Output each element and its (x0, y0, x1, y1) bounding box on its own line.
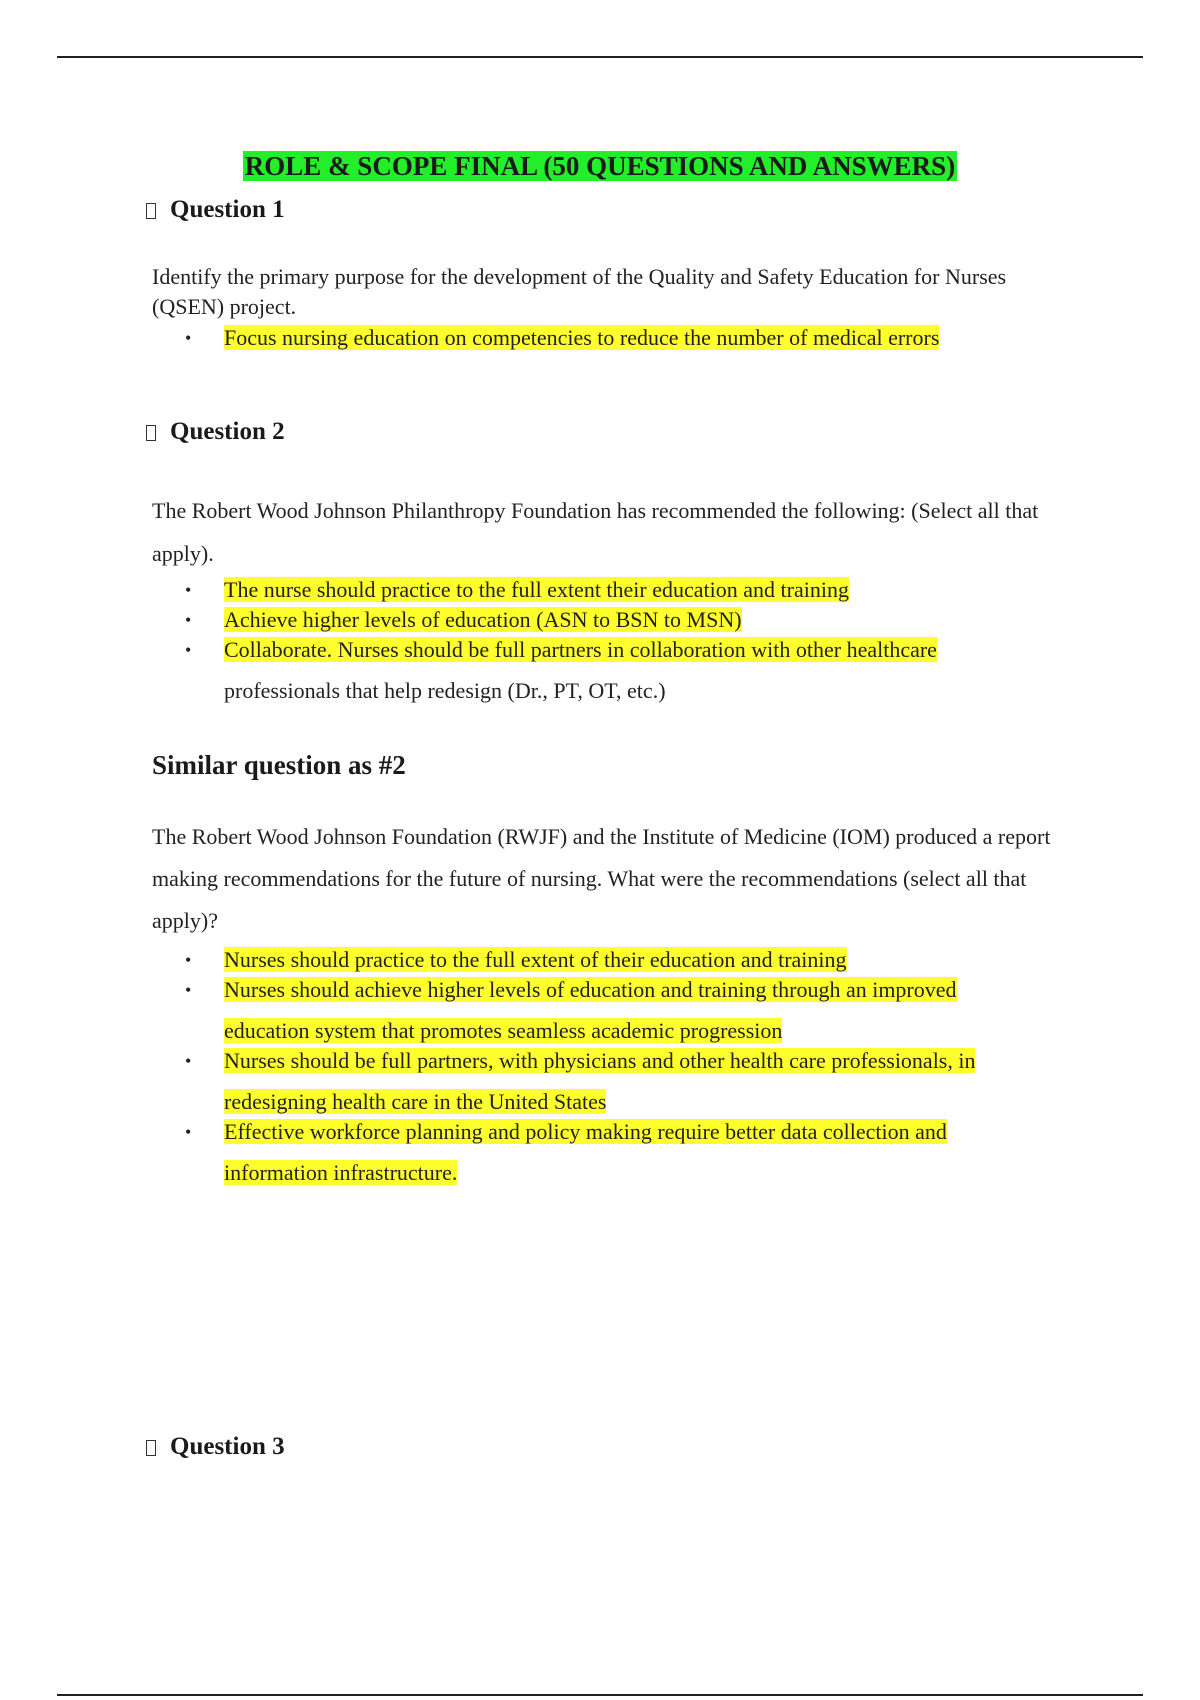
checkbox-icon (146, 1440, 156, 1456)
bottom-rule (57, 1694, 1143, 1696)
answer-item: • Nurses should be full partners, with physicians and other health care professionals, in redesigning health care in the United States (185, 1046, 1085, 1117)
answer-continuation: professionals that help redesign (Dr., PT, OT, etc.) (224, 678, 666, 703)
question-2-heading (146, 417, 285, 447)
question-1-prompt: Identify the primary purpose for the development of the Quality and Safety Education for Nurses (QSEN) project. (152, 264, 1007, 319)
answer-continuation: redesigning health care in the United States (224, 1089, 607, 1114)
answer-item: • Collaborate. Nurses should be full partners in collaboration with other healthcare professionals that help redesign (Dr., PT, OT, etc.) (185, 635, 1085, 706)
similar-question-heading: Similar question as #2 (152, 750, 406, 780)
answer-continuation: education system that promotes seamless academic progression (224, 1018, 783, 1043)
document-title (0, 150, 1200, 182)
similar-question-answers (185, 945, 1085, 1188)
question-1-label: Question 1 (170, 196, 285, 223)
question-1-answers (185, 323, 1085, 353)
question-3-label: Question 3 (170, 1433, 285, 1460)
answer-continuation: information infrastructure. (224, 1160, 458, 1185)
answer-item: • Focus nursing education on competencies to reduce the number of medical errors (185, 323, 1085, 353)
question-2-label: Question 2 (170, 418, 285, 445)
answer-item: • The nurse should practice to the full extent their education and training (185, 575, 1085, 605)
checkbox-icon (146, 425, 156, 441)
top-rule (57, 56, 1143, 58)
document-title-highlight: ROLE & SCOPE FINAL (50 QUESTIONS AND ANSWERS) (244, 151, 956, 181)
answer-item: • Nurses should achieve higher levels of education and training through an improved education system that promotes seamless academic progression (185, 975, 1085, 1046)
question-2-answers (185, 575, 1085, 706)
answer-item: • Achieve higher levels of education (ASN to BSN to MSN) (185, 605, 1085, 635)
question-1-heading (146, 195, 285, 225)
question-2-prompt: The Robert Wood Johnson Philanthropy Foundation has recommended the following: (Select all that apply). (152, 498, 1039, 566)
answer-item: • Nurses should practice to the full extent of their education and training (185, 945, 1085, 975)
similar-question-prompt: The Robert Wood Johnson Foundation (RWJF) and the Institute of Medicine (IOM) produced a report making recommendations for the future of nursing. What were the recommendations (select all that apply)? (152, 824, 1051, 933)
checkbox-icon (146, 203, 156, 219)
answer-item: • Effective workforce planning and policy making require better data collection and information infrastructure. (185, 1117, 1085, 1188)
question-3-heading (146, 1432, 285, 1462)
